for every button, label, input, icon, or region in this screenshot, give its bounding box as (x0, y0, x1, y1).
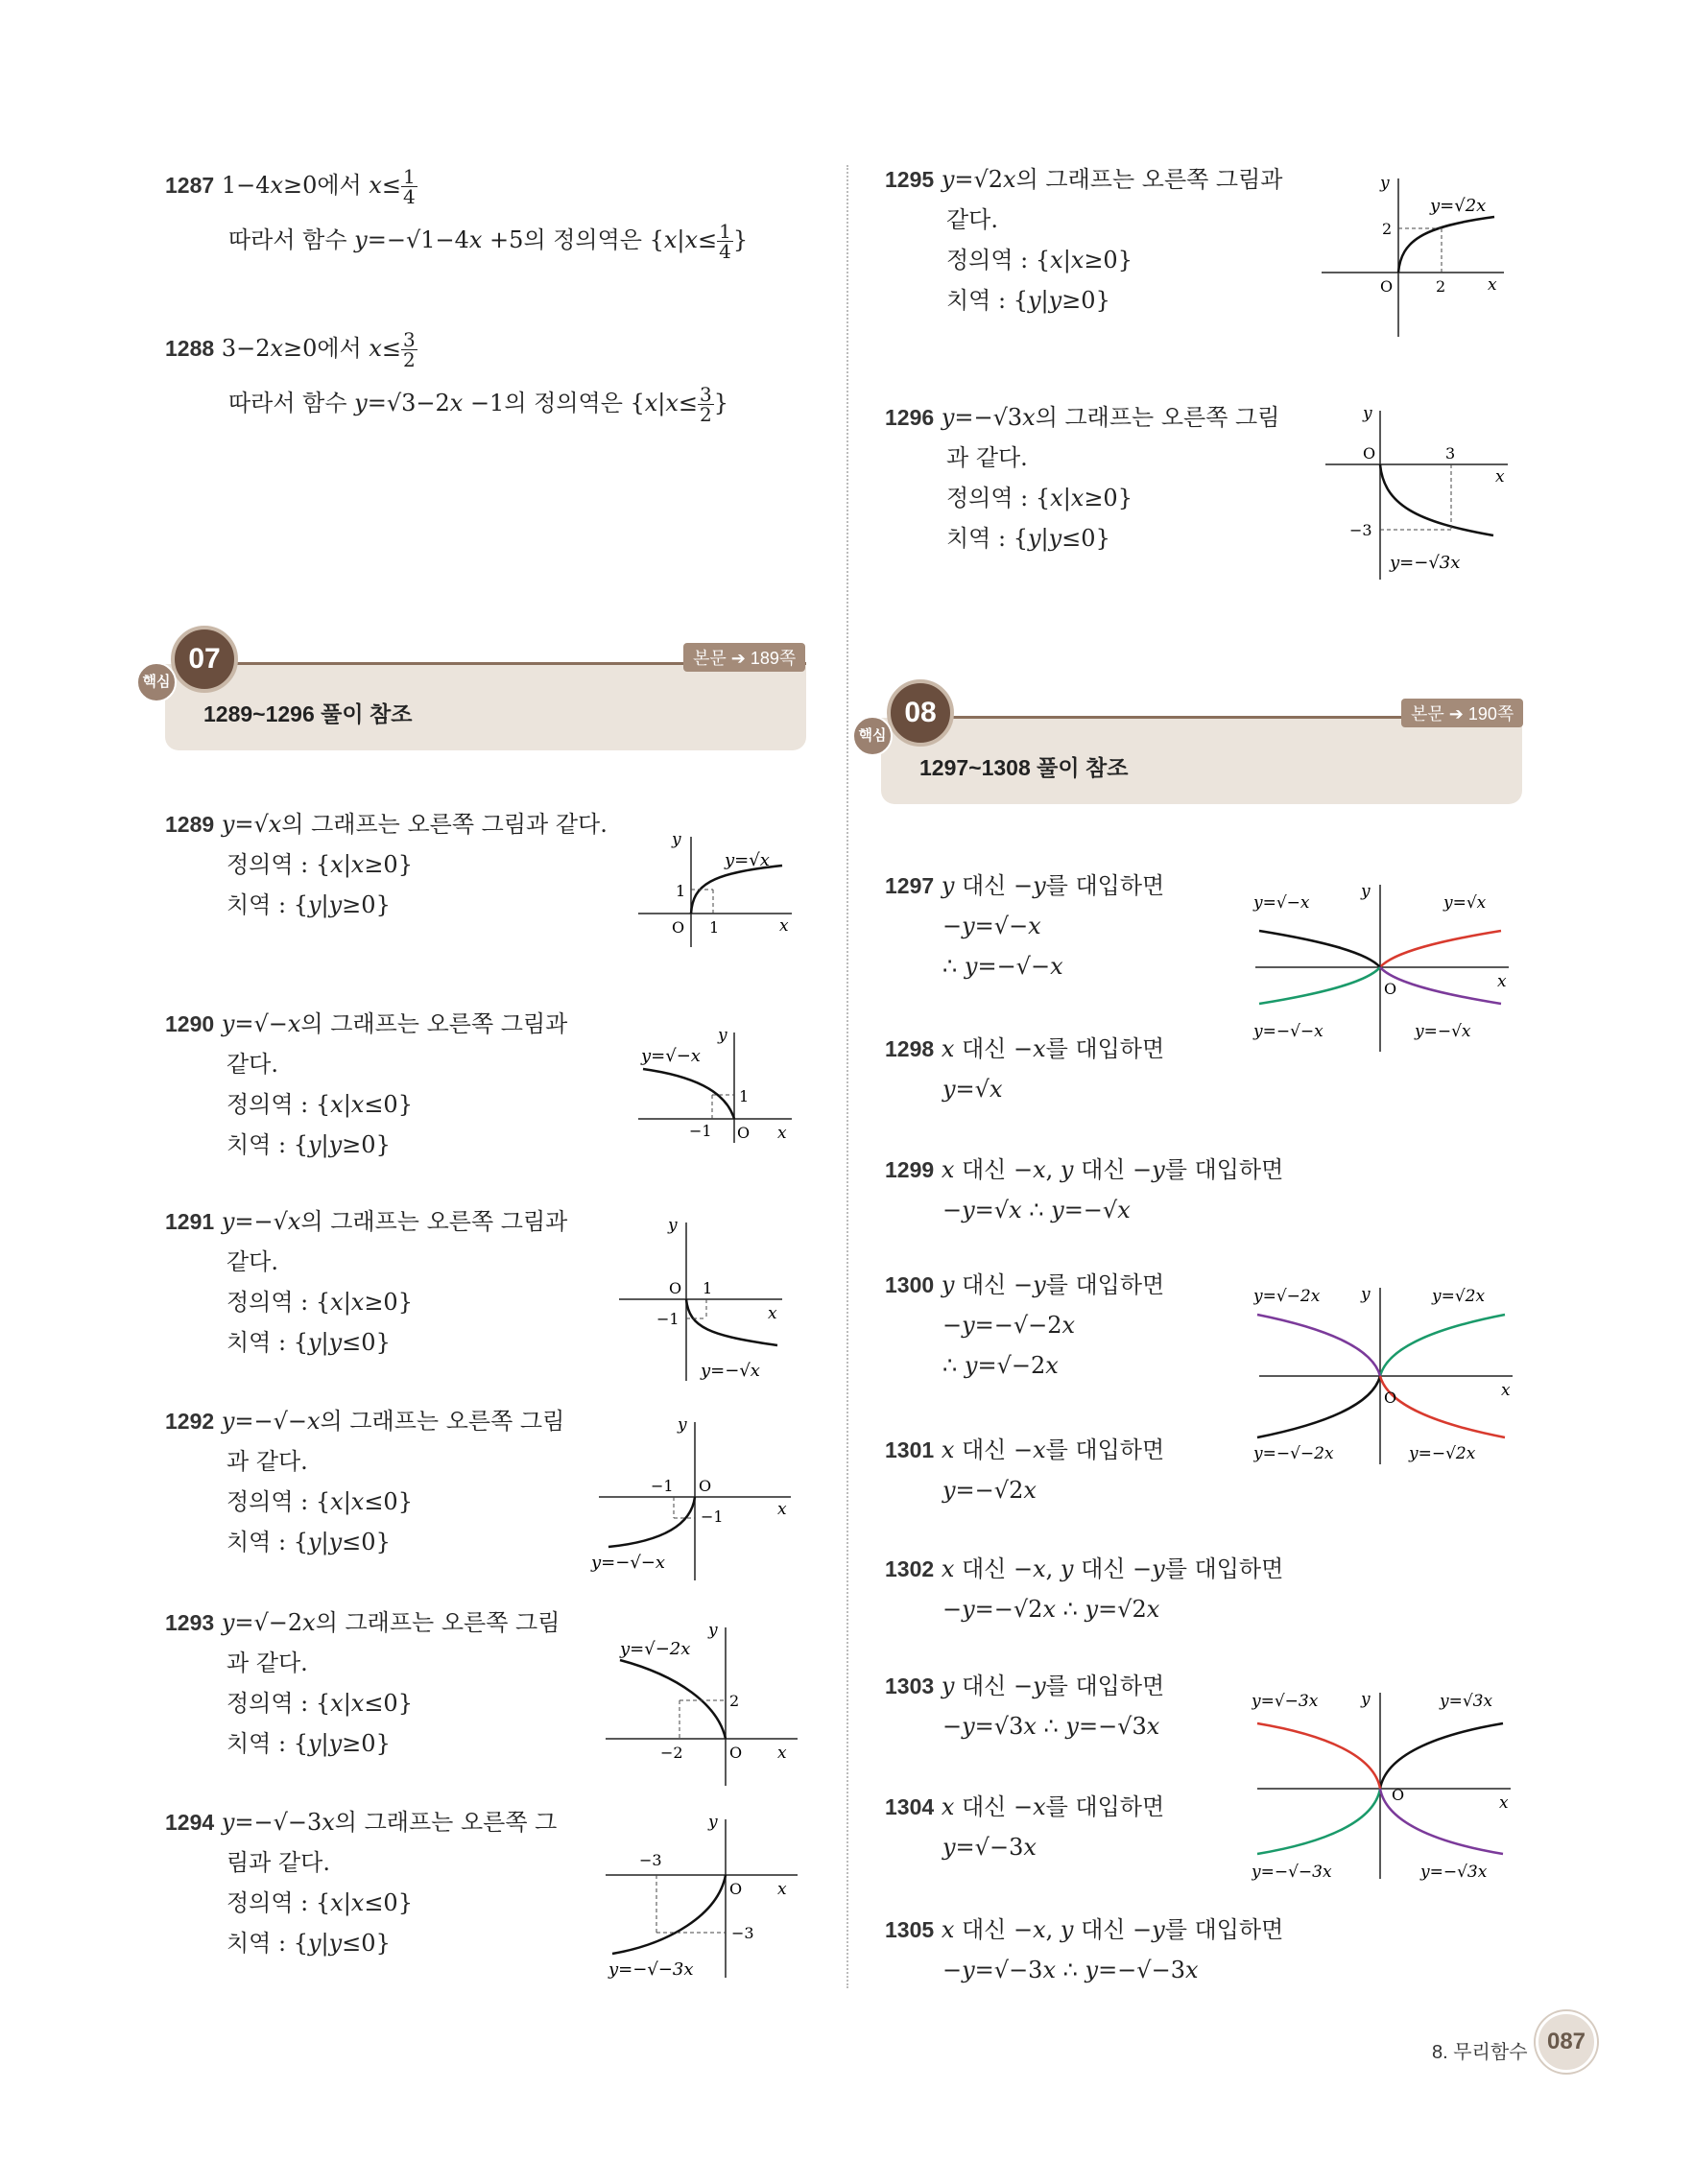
problem-1294: 1294 𝑦=−√−3𝑥의 그래프는 오른쪽 그 림과 같다. 정의역 : {𝑥|𝑥≤0} 치역 : {𝑦|𝑦≤0} (165, 1809, 558, 1957)
label-bottom-right: 𝑦=−√𝑥 (1415, 1022, 1471, 1041)
tick-label: −1 (701, 1507, 724, 1526)
x-label: 𝑥 (777, 1744, 787, 1763)
problem-1295: 1295 𝑦=√2𝑥의 그래프는 오른쪽 그림과 같다. 정의역 : {𝑥|𝑥≥0} 치역 : {𝑦|𝑦≥0} (885, 166, 1283, 314)
curve-green (1259, 967, 1380, 1004)
origin-label: O (729, 1744, 743, 1762)
curve-red (1380, 931, 1501, 967)
label-top-right: 𝑦=√𝑥 (1443, 893, 1487, 913)
problem-1305: 1305 𝑥 대신 −𝑥, 𝑦 대신 −𝑦를 대입하면 −𝑦=√−3𝑥 ∴ 𝑦=−√−3𝑥 (885, 1916, 1284, 1983)
y-label: 𝑦 (668, 1216, 678, 1235)
section-07-reference: 본문 ➔ 189쪽 (683, 643, 805, 672)
origin-label: O (729, 1880, 743, 1898)
section-07-core-label: 핵심 (136, 662, 177, 702)
label-bottom-left: 𝑦=−√−3𝑥 (1252, 1863, 1332, 1882)
problem-1293: 1293 𝑦=√−2𝑥의 그래프는 오른쪽 그림 과 같다. 정의역 : {𝑥|𝑥≤0} 치역 : {𝑦|𝑦≥0} (165, 1609, 560, 1757)
graph-1296 (1321, 401, 1513, 583)
problem-1288: 1288 3−2𝑥≥0에서 𝑥≤ $\frac{3}{2}$ 따라서 함수 𝑦=√3−2𝑥 −1의 정의역은 {𝑥|𝑥≤ $\frac{3}{2}$ } (165, 328, 729, 426)
origin-label: O (1363, 444, 1376, 463)
tick-label: −1 (656, 1310, 680, 1328)
graph-1292 (589, 1412, 800, 1585)
y-label: 𝑦 (678, 1415, 687, 1435)
problem-1289: 1289 𝑦=√𝑥의 그래프는 오른쪽 그림과 같다. 정의역 : {𝑥|𝑥≥0} 치역 : {𝑦|𝑦≥0} (165, 811, 608, 918)
problem-1297: 1297 𝑦 대신 −𝑦를 대입하면 −𝑦=√−𝑥 ∴ 𝑦=−√−𝑥 (885, 872, 1165, 980)
fraction: $\frac{1}{4}$ (403, 165, 416, 208)
fraction: $\frac{3}{2}$ (403, 328, 416, 371)
y-label: 𝑦 (1380, 174, 1390, 193)
curve (1398, 217, 1494, 273)
origin-label: O (699, 1477, 712, 1495)
problem-1301: 1301 𝑥 대신 −𝑥를 대입하면 𝑦=−√2𝑥 (885, 1436, 1165, 1504)
problem-1287: 1287 1−4𝑥≥0에서 𝑥≤ $\frac{1}{4}$ 따라서 함수 𝑦=−√1−4𝑥 +5의 정의역은 {𝑥|𝑥≤ $\frac{1}{4}$ } (165, 165, 749, 263)
curve-label: 𝑦=√𝑥 (725, 850, 770, 870)
graph-1291 (614, 1213, 787, 1386)
curve-label: 𝑦=−√3𝑥 (1390, 553, 1461, 573)
curve-purple (1257, 1315, 1380, 1376)
curve-label: 𝑦=−√−𝑥 (591, 1553, 666, 1573)
x-label: 𝑥 (777, 1124, 787, 1143)
graph-1297 (1250, 875, 1514, 1054)
y-label: 𝑦 (708, 1621, 718, 1640)
x-label: 𝑥 (777, 1500, 787, 1519)
x-label: 𝑥 (768, 1304, 777, 1323)
curve (1380, 464, 1493, 535)
column-divider (846, 165, 848, 1988)
label-top-left: 𝑦=√−3𝑥 (1252, 1692, 1319, 1711)
curve-label: 𝑦=−√𝑥 (701, 1361, 760, 1381)
curve-black (1257, 1376, 1380, 1437)
graph-1295 (1317, 169, 1509, 342)
section-07-title: 1289~1296 풀이 참조 (203, 701, 413, 726)
graph-1300 (1253, 1276, 1518, 1468)
page-number: 087 (1536, 2011, 1597, 2073)
x-label: 𝑥 (1488, 275, 1497, 295)
tick-label: 3 (1445, 444, 1456, 463)
fraction: $\frac{3}{2}$ (700, 383, 712, 426)
origin-label: O (1384, 980, 1397, 998)
label-top-left: 𝑦=√−𝑥 (1253, 893, 1310, 913)
origin-label: O (1392, 1786, 1405, 1804)
problem-1303: 1303 𝑦 대신 −𝑦를 대입하면 −𝑦=√3𝑥 ∴ 𝑦=−√3𝑥 (885, 1673, 1165, 1740)
label-bottom-left: 𝑦=−√−2𝑥 (1253, 1444, 1334, 1463)
problem-1292: 1292 𝑦=−√−𝑥의 그래프는 오른쪽 그림 과 같다. 정의역 : {𝑥|𝑥≤0} 치역 : {𝑦|𝑦≤0} (165, 1408, 565, 1555)
fraction: $\frac{1}{4}$ (719, 220, 731, 263)
graph-1293 (601, 1618, 802, 1791)
curve-label: 𝑦=√2𝑥 (1430, 196, 1487, 216)
tick-label: 2 (1436, 277, 1446, 296)
y-label: 𝑦 (672, 830, 681, 849)
tick-label: −1 (651, 1477, 674, 1495)
x-label: 𝑥 (1501, 1381, 1511, 1400)
tick-label: −1 (689, 1122, 712, 1140)
curve (643, 1069, 734, 1119)
problem-1296: 1296 𝑦=−√3𝑥의 그래프는 오른쪽 그림 과 같다. 정의역 : {𝑥|𝑥≥0} 치역 : {𝑦|𝑦≤0} (885, 404, 1280, 552)
curve-black (1380, 1723, 1503, 1789)
curve (608, 1497, 695, 1547)
problem-1304: 1304 𝑥 대신 −𝑥를 대입하면 𝑦=√−3𝑥 (885, 1793, 1165, 1861)
origin-label: O (672, 918, 685, 937)
curve-label: 𝑦=√−2𝑥 (620, 1639, 691, 1659)
tick-label: 1 (676, 882, 686, 900)
label-bottom-right: 𝑦=−√3𝑥 (1420, 1863, 1488, 1882)
problem-1291: 1291 𝑦=−√𝑥의 그래프는 오른쪽 그림과 같다. 정의역 : {𝑥|𝑥≥0} 치역 : {𝑦|𝑦≤0} (165, 1208, 568, 1356)
label-top-left: 𝑦=√−2𝑥 (1253, 1287, 1321, 1306)
y-label: 𝑦 (708, 1813, 718, 1832)
y-label: 𝑦 (1363, 404, 1372, 423)
x-label: 𝑥 (1495, 467, 1505, 487)
curve-red (1257, 1723, 1380, 1789)
curve-purple (1380, 967, 1501, 1004)
curve-green (1380, 1315, 1505, 1376)
problem-1302: 1302 𝑥 대신 −𝑥, 𝑦 대신 −𝑦를 대입하면 −𝑦=−√2𝑥 ∴ 𝑦=√2𝑥 (885, 1555, 1284, 1623)
x-label: 𝑥 (1497, 972, 1507, 991)
section-08-reference: 본문 ➔ 190쪽 (1401, 699, 1523, 727)
x-label: 𝑥 (1499, 1793, 1509, 1813)
label-top-right: 𝑦=√2𝑥 (1432, 1287, 1486, 1306)
curve-red (1380, 1376, 1505, 1437)
problem-1290: 1290 𝑦=√−𝑥의 그래프는 오른쪽 그림과 같다. 정의역 : {𝑥|𝑥≤0} 치역 : {𝑦|𝑦≥0} (165, 1010, 568, 1158)
curve-black (1259, 931, 1380, 967)
section-07-badge: 07 (171, 626, 238, 693)
curve-green (1257, 1789, 1380, 1854)
graph-1289 (633, 827, 799, 952)
tick-label: 1 (703, 1279, 713, 1297)
graph-1290 (633, 1023, 799, 1148)
label-top-right: 𝑦=√3𝑥 (1440, 1692, 1493, 1711)
chapter-label: 8. 무리함수 (1432, 2042, 1528, 2063)
curve-label: 𝑦=√−𝑥 (641, 1046, 701, 1066)
graph-1303 (1252, 1681, 1516, 1883)
origin-label: O (737, 1124, 751, 1142)
y-label: 𝑦 (1361, 1285, 1371, 1304)
tick-label: −3 (1349, 521, 1372, 539)
y-label: 𝑦 (1361, 882, 1371, 901)
tick-label: 1 (739, 1087, 750, 1105)
curve (612, 1875, 726, 1954)
curve (686, 1299, 777, 1345)
label-bottom-left: 𝑦=−√−𝑥 (1253, 1022, 1323, 1041)
origin-label: O (669, 1279, 682, 1297)
problem-1300: 1300 𝑦 대신 −𝑦를 대입하면 −𝑦=−√−2𝑥 ∴ 𝑦=√−2𝑥 (885, 1271, 1165, 1379)
graph-1294 (601, 1810, 802, 1982)
x-label: 𝑥 (777, 1880, 787, 1899)
curve-label: 𝑦=−√−3𝑥 (608, 1959, 694, 1980)
label-bottom-right: 𝑦=−√2𝑥 (1409, 1444, 1476, 1463)
problem-1299: 1299 𝑥 대신 −𝑥, 𝑦 대신 −𝑦를 대입하면 −𝑦=√𝑥 ∴ 𝑦=−√𝑥 (885, 1156, 1284, 1223)
section-08-title: 1297~1308 풀이 참조 (919, 755, 1129, 780)
tick-label: 1 (709, 918, 720, 937)
section-08-badge: 08 (887, 679, 954, 747)
x-label: 𝑥 (779, 916, 789, 936)
tick-label: −2 (660, 1744, 683, 1762)
y-label: 𝑦 (718, 1026, 727, 1045)
tick-label: 2 (1382, 220, 1393, 238)
section-08-core-label: 핵심 (852, 716, 893, 756)
origin-label: O (1384, 1389, 1397, 1407)
tick-label: −3 (639, 1851, 662, 1869)
y-label: 𝑦 (1361, 1690, 1371, 1709)
tick-label: −3 (731, 1924, 754, 1942)
curve (620, 1660, 726, 1739)
problem-1298: 1298 𝑥 대신 −𝑥를 대입하면 𝑦=√𝑥 (885, 1035, 1165, 1103)
tick-label: 2 (729, 1692, 740, 1710)
origin-label: O (1380, 277, 1394, 296)
